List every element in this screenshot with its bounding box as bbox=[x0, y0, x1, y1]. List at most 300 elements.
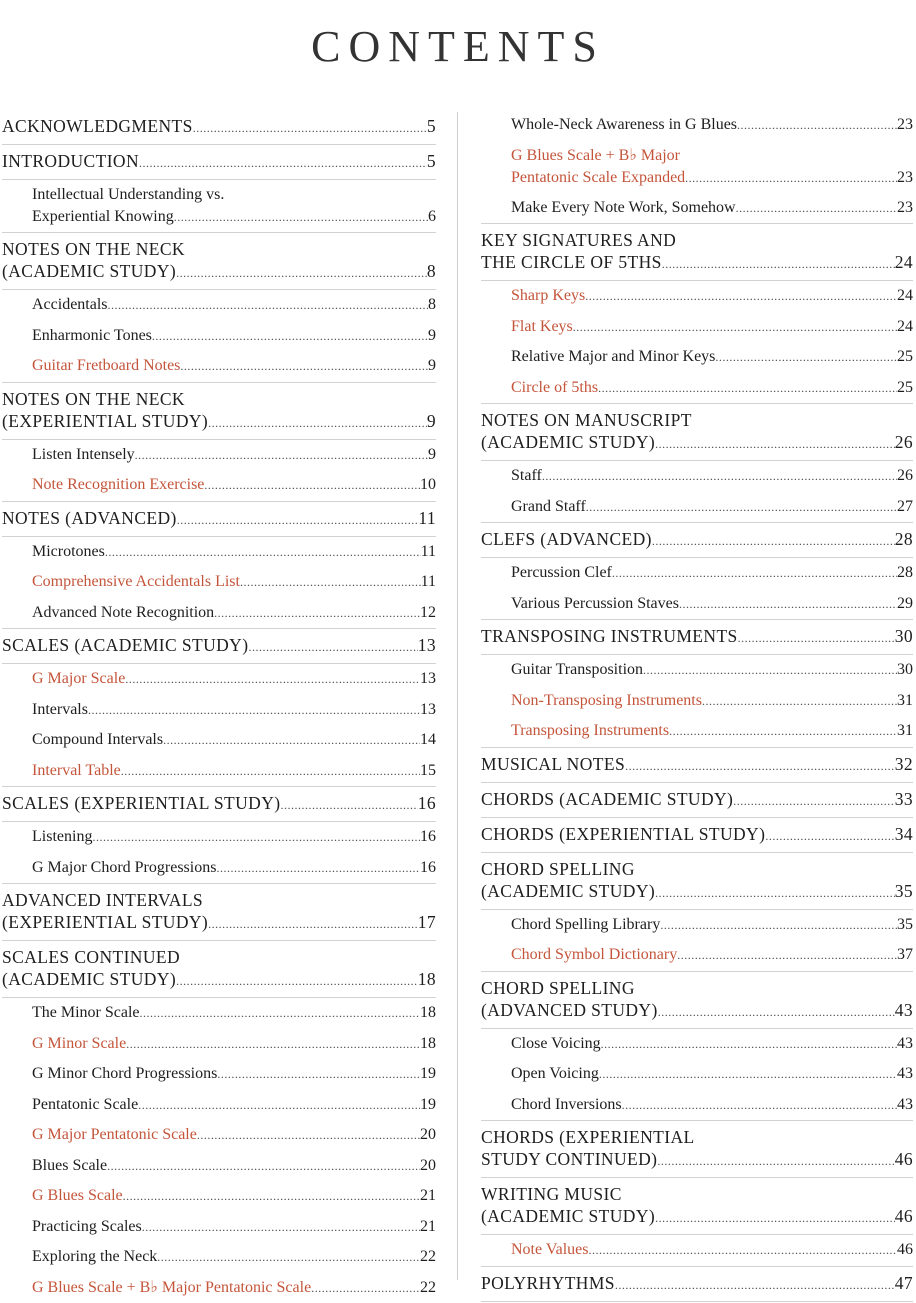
entry-title: CHORDS (ACADEMIC STUDY) bbox=[481, 788, 733, 810]
toc-entry-guitar-transposition[interactable] bbox=[511, 655, 913, 686]
dot-leader bbox=[612, 559, 897, 589]
toc-section bbox=[481, 818, 913, 853]
dot-leader bbox=[240, 568, 421, 598]
toc-section bbox=[2, 884, 436, 941]
dot-leader bbox=[174, 206, 428, 228]
entry-title: Guitar Transposition bbox=[511, 655, 643, 685]
entry-last-line bbox=[32, 206, 436, 228]
page-number: 17 bbox=[418, 911, 436, 933]
page-number: 16 bbox=[418, 792, 436, 814]
entry-title: G Blues Scale bbox=[32, 1181, 123, 1211]
sub-entry-list bbox=[2, 822, 436, 884]
entry-title: Note Values bbox=[511, 1235, 588, 1265]
toc-entry-enharmonic-tones[interactable] bbox=[32, 321, 436, 352]
dot-leader bbox=[573, 313, 897, 343]
entry-title: Close Voicing bbox=[511, 1029, 601, 1059]
toc-entry-note-recognition-exercise[interactable] bbox=[32, 470, 436, 501]
section-heading-row bbox=[2, 115, 436, 139]
page-title: CONTENTS bbox=[0, 19, 916, 75]
section-heading-polyrhythms[interactable] bbox=[481, 1267, 913, 1302]
dot-leader bbox=[655, 1207, 895, 1229]
dot-leader bbox=[598, 374, 897, 404]
toc-section bbox=[2, 110, 436, 145]
toc-entry-the-minor-scale[interactable] bbox=[32, 998, 436, 1029]
dot-leader bbox=[138, 1091, 420, 1121]
entry-title: Blues Scale bbox=[32, 1151, 107, 1181]
page-number: 23 bbox=[897, 193, 913, 223]
entry-title: Experiential Knowing bbox=[32, 206, 174, 228]
toc-entry-practicing-scales[interactable] bbox=[32, 1212, 436, 1243]
toc-right-column bbox=[481, 110, 913, 1302]
dot-leader bbox=[660, 911, 897, 941]
dot-leader bbox=[126, 1030, 420, 1060]
page-number: 20 bbox=[420, 1151, 436, 1181]
page-number: 35 bbox=[895, 880, 913, 902]
entry-title: ACKNOWLEDGMENTS bbox=[2, 115, 193, 137]
dot-leader bbox=[157, 1243, 420, 1273]
toc-entry-intellectual-understanding-vs-experiential-knowing[interactable] bbox=[32, 180, 436, 232]
entry-title: THE CIRCLE OF 5THS bbox=[481, 251, 662, 273]
entry-title: CHORDS (EXPERIENTIAL STUDY) bbox=[481, 823, 765, 845]
entry-title: Pentatonic Scale bbox=[32, 1090, 138, 1120]
entry-title: Comprehensive Accidentals List bbox=[32, 567, 240, 597]
entry-title: STUDY CONTINUED) bbox=[481, 1148, 657, 1170]
page-number: 25 bbox=[897, 373, 913, 403]
toc-entry-g-major-pentatonic-scale[interactable] bbox=[32, 1120, 436, 1151]
dot-leader bbox=[107, 1152, 420, 1182]
page-number: 46 bbox=[897, 1235, 913, 1265]
entry-title: Accidentals bbox=[32, 290, 108, 320]
entry-title: Grand Staff bbox=[511, 492, 586, 522]
page-number: 26 bbox=[897, 461, 913, 491]
page-number: 18 bbox=[420, 998, 436, 1028]
section-heading-chords-experiential-study[interactable] bbox=[481, 818, 913, 853]
toc-section bbox=[481, 110, 913, 224]
dot-leader bbox=[658, 1001, 895, 1023]
toc-entry-microtones[interactable] bbox=[32, 537, 436, 568]
sub-entry-list bbox=[481, 910, 913, 972]
entry-title: Sharp Keys bbox=[511, 281, 585, 311]
page-number: 5 bbox=[427, 115, 436, 137]
section-heading-notes-on-the-neck-experiential-study[interactable] bbox=[2, 383, 436, 440]
page-number: 12 bbox=[420, 598, 436, 628]
section-heading-line: NOTES ON MANUSCRIPT bbox=[481, 409, 913, 431]
section-heading-line: KEY SIGNATURES AND bbox=[481, 229, 913, 251]
toc-entry-relative-major-and-minor-keys[interactable] bbox=[511, 342, 913, 373]
section-heading-introduction[interactable] bbox=[2, 145, 436, 180]
section-heading-chords-academic-study[interactable] bbox=[481, 783, 913, 818]
entry-title: MUSICAL NOTES bbox=[481, 753, 625, 775]
dot-leader bbox=[655, 433, 895, 455]
dot-leader bbox=[601, 1030, 897, 1060]
toc-section bbox=[481, 783, 913, 818]
dot-leader bbox=[177, 509, 419, 531]
toc-section bbox=[481, 1178, 913, 1267]
dot-leader bbox=[197, 1121, 420, 1151]
dot-leader bbox=[248, 636, 417, 658]
section-heading-row bbox=[2, 968, 436, 992]
dot-leader bbox=[736, 194, 897, 224]
entry-title: NOTES (ADVANCED) bbox=[2, 507, 177, 529]
sub-entry-list bbox=[481, 110, 913, 224]
page-number: 11 bbox=[421, 537, 436, 567]
page-number: 15 bbox=[420, 756, 436, 786]
dot-leader bbox=[105, 538, 421, 568]
page-number: 10 bbox=[420, 470, 436, 500]
section-heading-row bbox=[481, 431, 913, 455]
toc-entry-g-minor-scale[interactable] bbox=[32, 1029, 436, 1060]
dot-leader bbox=[140, 999, 420, 1029]
dot-leader bbox=[652, 530, 895, 552]
toc-entry-g-blues-scale-bflat-major-pentatonic-scale-expanded[interactable] bbox=[511, 141, 913, 193]
section-heading-row bbox=[2, 507, 436, 531]
entry-title: Advanced Note Recognition bbox=[32, 598, 214, 628]
section-heading-notes-advanced[interactable] bbox=[2, 502, 436, 537]
toc-entry-chord-inversions[interactable] bbox=[511, 1090, 913, 1121]
toc-entry-transposing-instruments[interactable] bbox=[511, 716, 913, 747]
page-number: 18 bbox=[418, 968, 436, 990]
section-heading-row bbox=[2, 410, 436, 434]
page-number: 22 bbox=[420, 1242, 436, 1272]
section-heading-row bbox=[481, 823, 913, 847]
dot-leader bbox=[214, 599, 420, 629]
section-heading-row bbox=[481, 788, 913, 812]
dot-leader bbox=[685, 167, 897, 189]
dot-leader bbox=[176, 970, 418, 992]
entry-title: Circle of 5ths bbox=[511, 373, 598, 403]
entry-title: POLYRHYTHMS bbox=[481, 1272, 615, 1294]
dot-leader bbox=[208, 412, 427, 434]
section-heading-row bbox=[481, 1148, 913, 1172]
toc-left-column bbox=[2, 110, 436, 1303]
toc-entry-note-values[interactable] bbox=[511, 1235, 913, 1266]
toc-entry-percussion-clef[interactable] bbox=[511, 558, 913, 589]
entry-title: Chord Spelling Library bbox=[511, 910, 660, 940]
entry-title: G Major Scale bbox=[32, 664, 125, 694]
entry-title: The Minor Scale bbox=[32, 998, 140, 1028]
entry-title: (EXPERIENTIAL STUDY) bbox=[2, 911, 208, 933]
toc-section bbox=[2, 502, 436, 630]
page-number: 18 bbox=[420, 1029, 436, 1059]
toc-entry-blues-scale[interactable] bbox=[32, 1151, 436, 1182]
toc-entry-grand-staff[interactable] bbox=[511, 492, 913, 523]
sub-entry-list bbox=[2, 664, 436, 787]
page-number: 9 bbox=[428, 351, 436, 381]
entry-title: SCALES (EXPERIENTIAL STUDY) bbox=[2, 792, 280, 814]
page-number: 9 bbox=[428, 321, 436, 351]
toc-entry-g-blues-scale[interactable] bbox=[32, 1181, 436, 1212]
page-number: 46 bbox=[895, 1148, 913, 1170]
dot-leader bbox=[163, 726, 420, 756]
section-heading-line: SCALES CONTINUED bbox=[2, 946, 436, 968]
sub-entry-list bbox=[2, 440, 436, 502]
page-number: 8 bbox=[427, 260, 436, 282]
entry-title: G Major Pentatonic Scale bbox=[32, 1120, 197, 1150]
dot-leader bbox=[208, 913, 418, 935]
section-heading-notes-on-the-neck-academic-study[interactable] bbox=[2, 233, 436, 290]
entry-title: (ACADEMIC STUDY) bbox=[481, 431, 655, 453]
section-heading-key-signatures-and-the-circle-of-5ths[interactable] bbox=[481, 224, 913, 281]
toc-entry-whole-neck-awareness-in-g-blues[interactable] bbox=[511, 110, 913, 141]
entry-title: Chord Symbol Dictionary bbox=[511, 940, 677, 970]
toc-entry-flat-keys[interactable] bbox=[511, 312, 913, 343]
toc-section bbox=[481, 1267, 913, 1302]
dot-leader bbox=[677, 941, 897, 971]
page-number: 28 bbox=[897, 558, 913, 588]
dot-leader bbox=[217, 1060, 420, 1090]
page-number: 14 bbox=[420, 725, 436, 755]
entry-title: Pentatonic Scale Expanded bbox=[511, 167, 685, 189]
dot-leader bbox=[615, 1274, 895, 1296]
page-number: 37 bbox=[897, 940, 913, 970]
page-number: 32 bbox=[895, 753, 913, 775]
entry-title-line: G Blues Scale + B♭ Major bbox=[511, 145, 913, 167]
dot-leader bbox=[679, 590, 897, 620]
entry-title: (ADVANCED STUDY) bbox=[481, 999, 658, 1021]
dot-leader bbox=[88, 696, 420, 726]
dot-leader bbox=[715, 343, 897, 373]
sub-entry-list bbox=[481, 281, 913, 404]
section-heading-scales-experiential-study[interactable] bbox=[2, 787, 436, 822]
page-number: 47 bbox=[895, 1272, 913, 1294]
dot-leader bbox=[662, 253, 895, 275]
section-heading-line: CHORDS (EXPERIENTIAL bbox=[481, 1126, 913, 1148]
dot-leader bbox=[125, 665, 420, 695]
dot-leader bbox=[180, 352, 428, 382]
entry-title: Listening bbox=[32, 822, 92, 852]
toc-entry-pentatonic-scale[interactable] bbox=[32, 1090, 436, 1121]
page-number: 20 bbox=[420, 1120, 436, 1150]
section-heading-acknowledgments[interactable] bbox=[2, 110, 436, 145]
page-number: 9 bbox=[427, 410, 436, 432]
page-number: 16 bbox=[420, 822, 436, 852]
page-number: 31 bbox=[897, 686, 913, 716]
page-number: 26 bbox=[895, 431, 913, 453]
toc-section bbox=[481, 224, 913, 404]
toc-entry-advanced-note-recognition[interactable] bbox=[32, 598, 436, 629]
dot-leader bbox=[542, 462, 897, 492]
toc-entry-exploring-the-neck[interactable] bbox=[32, 1242, 436, 1273]
dot-leader bbox=[176, 262, 427, 284]
page-number: 21 bbox=[420, 1181, 436, 1211]
page-number: 11 bbox=[418, 507, 436, 529]
entry-title: G Minor Chord Progressions bbox=[32, 1059, 217, 1089]
page-number: 34 bbox=[895, 823, 913, 845]
section-heading-chords-experiential-study-continued[interactable] bbox=[481, 1121, 913, 1178]
dot-leader bbox=[655, 882, 895, 904]
toc-entry-open-voicing[interactable] bbox=[511, 1059, 913, 1090]
toc-section bbox=[481, 972, 913, 1122]
toc-entry-staff[interactable] bbox=[511, 461, 913, 492]
entry-title: Interval Table bbox=[32, 756, 121, 786]
page-number: 43 bbox=[895, 999, 913, 1021]
dot-leader bbox=[311, 1274, 420, 1303]
page-number: 13 bbox=[420, 695, 436, 725]
dot-leader bbox=[643, 656, 897, 686]
dot-leader bbox=[588, 1236, 897, 1266]
page-number: 43 bbox=[897, 1090, 913, 1120]
entry-title: Practicing Scales bbox=[32, 1212, 142, 1242]
section-heading-row bbox=[481, 753, 913, 777]
page-number: 13 bbox=[420, 664, 436, 694]
page-number: 30 bbox=[897, 655, 913, 685]
page-number: 24 bbox=[895, 251, 913, 273]
entry-title: Microtones bbox=[32, 537, 105, 567]
toc-entry-listening[interactable] bbox=[32, 822, 436, 853]
page-number: 22 bbox=[420, 1273, 436, 1303]
dot-leader bbox=[123, 1182, 420, 1212]
page-number: 27 bbox=[897, 492, 913, 522]
entry-title: Chord Inversions bbox=[511, 1090, 622, 1120]
toc-entry-non-transposing-instruments[interactable] bbox=[511, 686, 913, 717]
entry-last-line bbox=[511, 167, 913, 189]
dot-leader bbox=[135, 441, 428, 471]
dot-leader bbox=[204, 471, 420, 501]
section-heading-advanced-intervals-experiential-study[interactable] bbox=[2, 884, 436, 941]
section-heading-line: WRITING MUSIC bbox=[481, 1183, 913, 1205]
toc-section bbox=[2, 941, 436, 1303]
dot-leader bbox=[599, 1060, 897, 1090]
entry-title: Exploring the Neck bbox=[32, 1242, 157, 1272]
toc-entry-chord-symbol-dictionary[interactable] bbox=[511, 940, 913, 971]
entry-title: G Major Chord Progressions bbox=[32, 853, 216, 883]
section-heading-row bbox=[481, 1205, 913, 1229]
toc-entry-comprehensive-accidentals-list[interactable] bbox=[32, 567, 436, 598]
section-heading-scales-continued-academic-study[interactable] bbox=[2, 941, 436, 998]
toc-entry-chord-spelling-library[interactable] bbox=[511, 910, 913, 941]
column-divider bbox=[457, 112, 458, 1280]
toc-section bbox=[2, 629, 436, 787]
dot-leader bbox=[733, 790, 894, 812]
page-number: 25 bbox=[897, 342, 913, 372]
sub-entry-list bbox=[2, 290, 436, 383]
entry-title: Enharmonic Tones bbox=[32, 321, 152, 351]
section-heading-line: NOTES ON THE NECK bbox=[2, 388, 436, 410]
toc-section bbox=[481, 748, 913, 783]
page-number: 19 bbox=[420, 1059, 436, 1089]
entry-title: TRANSPOSING INSTRUMENTS bbox=[481, 625, 738, 647]
toc-entry-close-voicing[interactable] bbox=[511, 1029, 913, 1060]
toc-entry-g-major-scale[interactable] bbox=[32, 664, 436, 695]
dot-leader bbox=[193, 117, 427, 139]
toc-entry-g-minor-chord-progressions[interactable] bbox=[32, 1059, 436, 1090]
dot-leader bbox=[216, 854, 420, 884]
page-number: 28 bbox=[895, 528, 913, 550]
entry-title: (ACADEMIC STUDY) bbox=[481, 880, 655, 902]
section-heading-row bbox=[481, 528, 913, 552]
page-number: 24 bbox=[897, 281, 913, 311]
dot-leader bbox=[586, 493, 897, 523]
page-number: 31 bbox=[897, 716, 913, 746]
entry-title: Relative Major and Minor Keys bbox=[511, 342, 715, 372]
page-number: 11 bbox=[421, 567, 436, 597]
dot-leader bbox=[280, 794, 417, 816]
sub-entry-list bbox=[2, 998, 436, 1303]
toc-entry-intervals[interactable] bbox=[32, 695, 436, 726]
toc-entry-interval-table[interactable] bbox=[32, 756, 436, 787]
toc-entry-listen-intensely[interactable] bbox=[32, 440, 436, 471]
page-number: 6 bbox=[428, 206, 436, 228]
entry-title: SCALES (ACADEMIC STUDY) bbox=[2, 634, 248, 656]
dot-leader bbox=[108, 291, 428, 321]
entry-title: INTRODUCTION bbox=[2, 150, 139, 172]
toc-entry-various-percussion-staves[interactable] bbox=[511, 589, 913, 620]
section-heading-line: CHORD SPELLING bbox=[481, 977, 913, 999]
section-heading-line: ADVANCED INTERVALS bbox=[2, 889, 436, 911]
entry-title: (ACADEMIC STUDY) bbox=[2, 260, 176, 282]
page-number: 43 bbox=[897, 1059, 913, 1089]
dot-leader bbox=[625, 755, 895, 777]
page-number: 29 bbox=[897, 589, 913, 619]
toc-entry-accidentals[interactable] bbox=[32, 290, 436, 321]
section-heading-row bbox=[481, 625, 913, 649]
toc-section bbox=[481, 404, 913, 523]
page-number: 21 bbox=[420, 1212, 436, 1242]
dot-leader bbox=[657, 1150, 894, 1172]
toc-entry-make-every-note-work-somehow[interactable] bbox=[511, 193, 913, 224]
section-heading-scales-academic-study[interactable] bbox=[2, 629, 436, 664]
sub-entry-list bbox=[2, 180, 436, 233]
section-heading-musical-notes[interactable] bbox=[481, 748, 913, 783]
section-heading-chord-spelling-advanced-study[interactable] bbox=[481, 972, 913, 1029]
dot-leader bbox=[702, 687, 897, 717]
page-number: 30 bbox=[895, 625, 913, 647]
section-heading-row bbox=[2, 260, 436, 284]
dot-leader bbox=[139, 152, 427, 174]
entry-title: Non-Transposing Instruments bbox=[511, 686, 702, 716]
sub-entry-list bbox=[481, 1235, 913, 1267]
entry-title: G Blues Scale + B♭ Major Pentatonic Scale bbox=[32, 1273, 311, 1303]
entry-title: Open Voicing bbox=[511, 1059, 599, 1089]
entry-title: Transposing Instruments bbox=[511, 716, 669, 746]
page-number: 23 bbox=[897, 167, 913, 189]
toc-entry-g-major-chord-progressions[interactable] bbox=[32, 853, 436, 884]
toc-section bbox=[481, 1121, 913, 1178]
dot-leader bbox=[669, 717, 897, 747]
entry-title: Percussion Clef bbox=[511, 558, 612, 588]
page-number: 43 bbox=[897, 1029, 913, 1059]
toc-entry-g-blues-scale-bflat-major-pentatonic-scale[interactable] bbox=[32, 1273, 436, 1303]
entry-title-line: Intellectual Understanding vs. bbox=[32, 184, 436, 206]
page-number: 8 bbox=[428, 290, 436, 320]
toc-entry-sharp-keys[interactable] bbox=[511, 281, 913, 312]
page-number: 9 bbox=[428, 440, 436, 470]
toc-section bbox=[2, 233, 436, 383]
section-heading-clefs-advanced[interactable] bbox=[481, 523, 913, 558]
section-heading-writing-music-academic-study[interactable] bbox=[481, 1178, 913, 1235]
toc-section bbox=[481, 620, 913, 748]
sub-entry-list bbox=[481, 1029, 913, 1122]
page-number: 24 bbox=[897, 312, 913, 342]
section-heading-row bbox=[481, 1272, 913, 1296]
toc-entry-guitar-fretboard-notes[interactable] bbox=[32, 351, 436, 382]
toc-section bbox=[2, 145, 436, 233]
section-heading-transposing-instruments[interactable] bbox=[481, 620, 913, 655]
section-heading-line: NOTES ON THE NECK bbox=[2, 238, 436, 260]
sub-entry-list bbox=[481, 461, 913, 523]
section-heading-chord-spelling-academic-study[interactable] bbox=[481, 853, 913, 910]
section-heading-notes-on-manuscript-academic-study[interactable] bbox=[481, 404, 913, 461]
section-heading-row bbox=[2, 792, 436, 816]
entry-title: (ACADEMIC STUDY) bbox=[2, 968, 176, 990]
sub-entry-list bbox=[481, 558, 913, 620]
page-number: 13 bbox=[418, 634, 436, 656]
toc-entry-circle-of-5ths[interactable] bbox=[511, 373, 913, 404]
page-number: 46 bbox=[895, 1205, 913, 1227]
section-heading-row bbox=[481, 999, 913, 1023]
toc-entry-compound-intervals[interactable] bbox=[32, 725, 436, 756]
dot-leader bbox=[737, 111, 897, 141]
